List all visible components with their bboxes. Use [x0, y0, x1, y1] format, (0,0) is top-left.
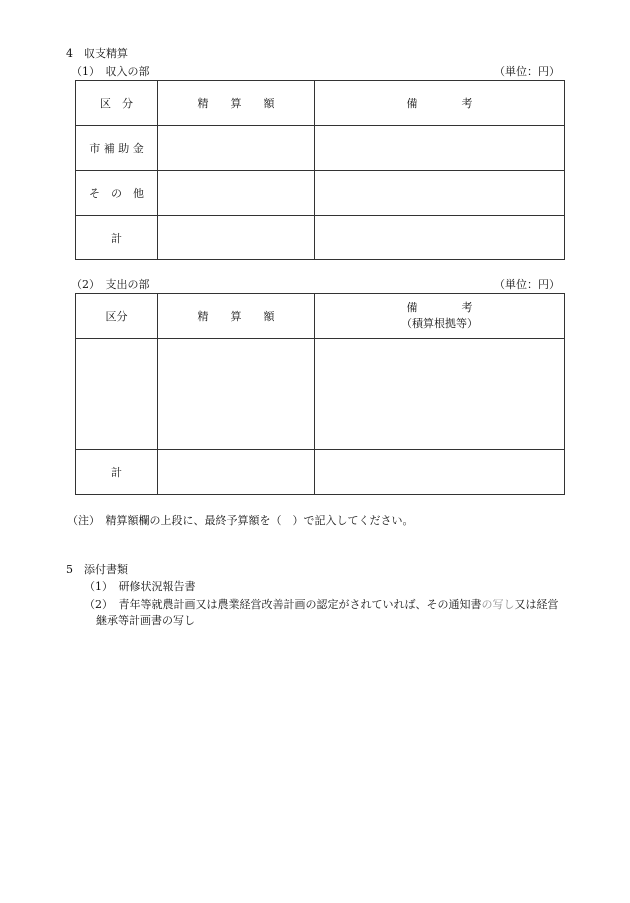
expense-unit-label: （単位：円） — [494, 278, 560, 291]
expense-row-total — [76, 450, 565, 495]
income-remarks-cell[interactable] — [315, 216, 565, 260]
attachment-item-2-grey-text: の写し — [481, 598, 515, 611]
income-remarks-cell[interactable] — [315, 126, 565, 171]
income-unit-label: （単位：円） — [494, 65, 560, 78]
attachment-item-1: （1） 研修状況報告書 — [84, 580, 196, 593]
expense-header-remarks — [315, 294, 565, 339]
income-header-category: 区 分 — [76, 81, 158, 126]
income-table — [75, 80, 565, 260]
attachment-item-2-suffix: 又は経営 — [514, 598, 559, 611]
expense-section-label: （2） 支出の部 — [71, 278, 150, 291]
attachment-item-2-text: （2） 青年等就農計画又は農業経営改善計画の認定がされていれば、その通知書 — [84, 598, 482, 611]
income-header-remarks: 備 考 — [315, 81, 565, 126]
income-amount-cell[interactable] — [158, 171, 315, 216]
expense-header-category: 区分 — [76, 294, 158, 339]
expense-table — [75, 293, 565, 495]
expense-total-label: 計 — [76, 450, 158, 495]
income-row-label: 市 補 助 金 — [76, 126, 158, 171]
income-row-total — [76, 216, 565, 260]
expense-amount-cell[interactable] — [158, 450, 315, 495]
expense-header-amount: 精 算 額 — [158, 294, 315, 339]
expense-header-row — [76, 294, 565, 339]
expense-amount-cell[interactable] — [158, 339, 315, 450]
income-remarks-cell[interactable] — [315, 171, 565, 216]
income-row-other — [76, 171, 565, 216]
expense-category-cell[interactable] — [76, 339, 158, 450]
note-text: （注） 精算額欄の上段に、最終予算額を（ ）で記入してください。 — [67, 514, 414, 527]
section-4-title: 4 収支精算 — [66, 47, 128, 60]
income-amount-cell[interactable] — [158, 216, 315, 260]
income-row-label: そ の 他 — [76, 171, 158, 216]
attachment-item-2-continued: 継承等計画書の写し — [96, 614, 195, 627]
income-row-label: 計 — [76, 216, 158, 260]
expense-remarks-cell[interactable] — [315, 450, 565, 495]
expense-row-items — [76, 339, 565, 450]
income-header-amount: 精 算 額 — [158, 81, 315, 126]
attachment-item-2 — [84, 598, 559, 612]
section-5-title: 5 添付書類 — [66, 563, 128, 576]
income-section-label: （1） 収入の部 — [71, 65, 150, 78]
income-row-subsidy — [76, 126, 565, 171]
income-header-row — [76, 81, 565, 126]
expense-remarks-cell[interactable] — [315, 339, 565, 450]
expense-header-remarks-line1: 備 考 — [406, 301, 473, 314]
expense-header-remarks-line2: （積算根拠等） — [401, 317, 478, 330]
income-amount-cell[interactable] — [158, 126, 315, 171]
